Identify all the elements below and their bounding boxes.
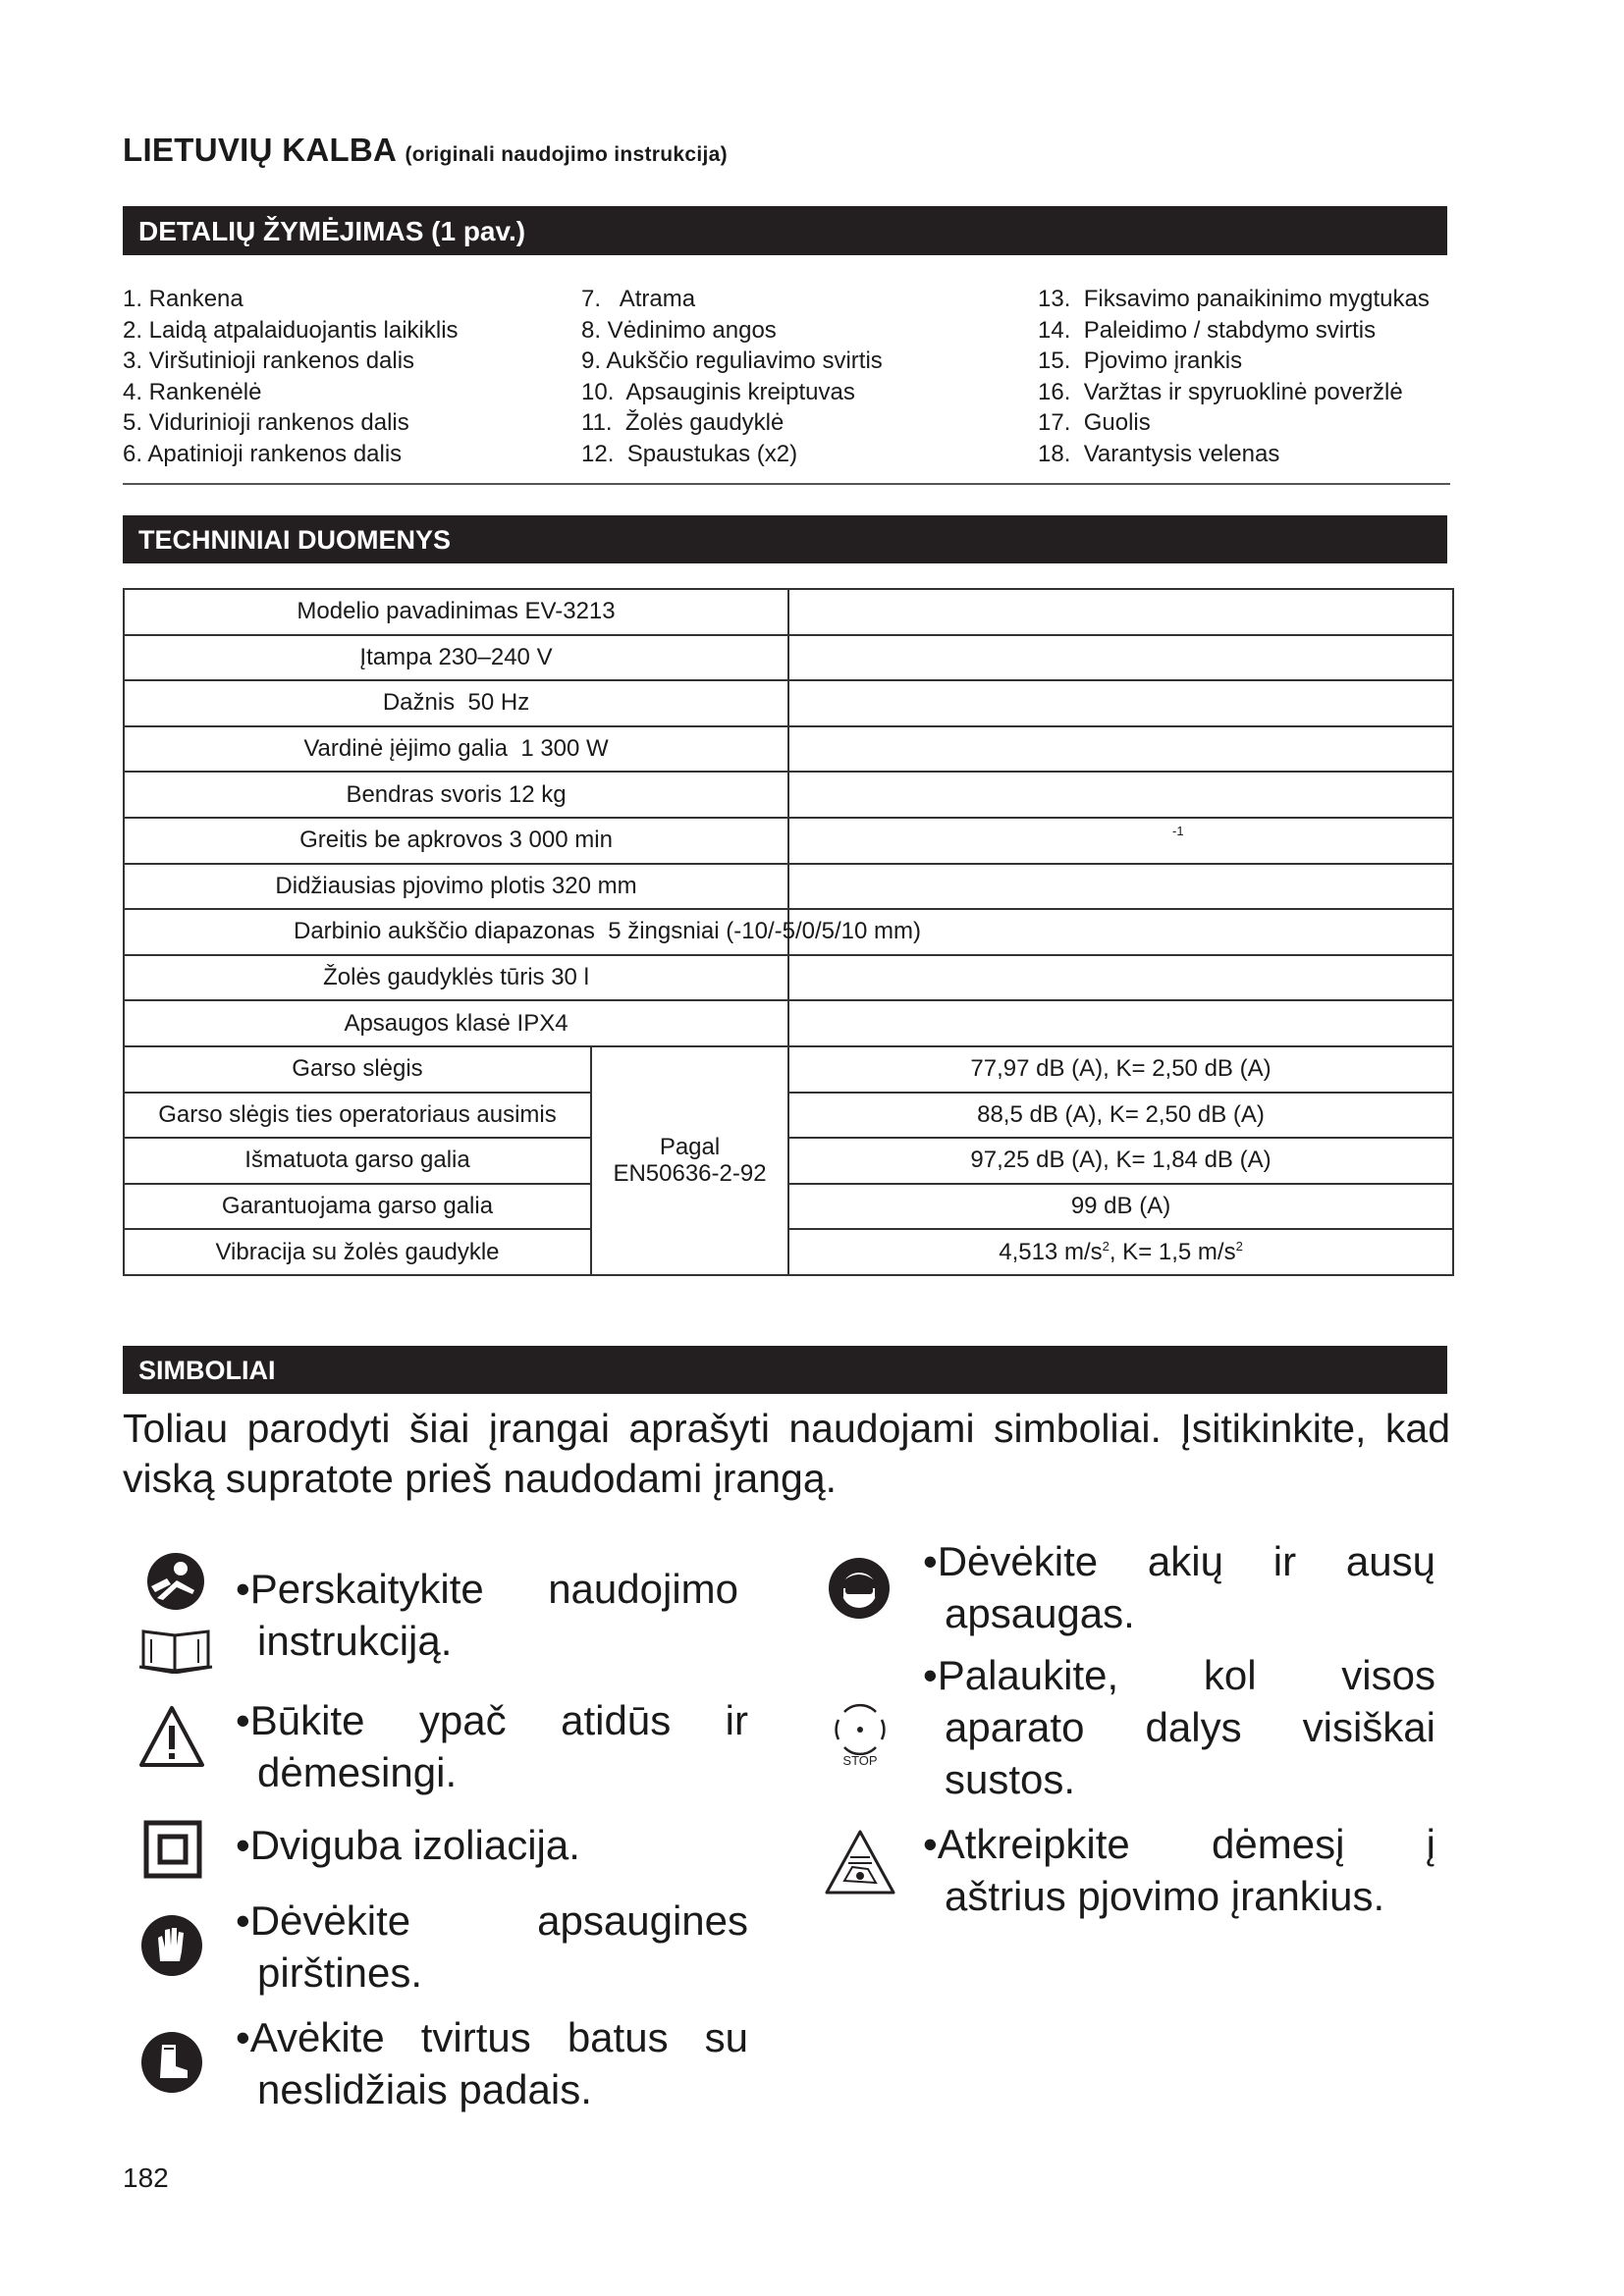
table-cell [788,864,1453,910]
table-cell: 77,97 dB (A), K= 2,50 dB (A) [788,1046,1453,1093]
table-cell: Garso slėgis ties operatoriaus ausimis [124,1093,591,1139]
symbol-text-line: instrukciją. [257,1618,453,1664]
parts-heading: DETALIŲ ŽYMĖJIMAS (1 pav.) [123,206,1447,255]
list-item: 18. Varantysis velenas [1038,440,1280,467]
symbol-text-line: dėmesingi. [257,1749,458,1795]
symbol-desc-gloves [236,1895,748,1999]
table-row [124,955,1453,1001]
table-row [124,1184,1453,1230]
list-item: 14. Paleidimo / stabdymo svirtis [1038,316,1377,344]
language-subtitle: (originali naudojimo instrukcija) [405,143,728,166]
table-cell: Garso slėgis [124,1046,591,1093]
symbol-text-line: sustos. [945,1756,1076,1802]
bullet: • [236,1697,250,1743]
table-row [124,1046,1453,1093]
warning-icon [137,1704,206,1769]
table-cell: 97,25 dB (A), K= 1,84 dB (A) [788,1138,1453,1184]
table-row [124,589,1453,635]
table-cell: Išmatuota garso galia [124,1138,591,1184]
symbols-intro: Toliau parodyti šiai įrangai aprašyti naudojami simboliai. Įsitikinkite, kad viską supratote prieš naudodami įrangą. [123,1406,1450,1501]
bullet: • [236,1566,250,1612]
table-row [124,635,1453,681]
table-row [124,680,1453,726]
superscript: 2 [1235,1238,1243,1254]
table-cell: Modelio pavadinimas EV-3213 [124,589,788,635]
superscript: 2 [1102,1238,1110,1254]
bullet: • [236,2014,250,2060]
list-item: 12. Spaustukas (x2) [581,440,798,467]
symbol-text-line: pirštines. [257,1949,423,1996]
parts-list-col2 [581,284,883,469]
table-cell [788,955,1453,1001]
symbol-text-line: Perskaitykite naudojimo [249,1566,738,1612]
eye-ear-protection-icon [828,1557,891,1620]
symbol-text-line: aštrius pjovimo įrankius. [945,1873,1385,1919]
symbol-desc-warning [236,1694,748,1798]
spec-table [123,588,1454,1276]
symbol-text-line: apsaugas. [945,1590,1135,1636]
bullet: • [923,1538,938,1584]
table-cell: Didžiausias pjovimo plotis 320 mm [124,864,788,910]
table-cell [788,772,1453,818]
list-item: 5. Vidurinioji rankenos dalis [123,409,409,436]
table-cell: Greitis be apkrovos 3 000 min [124,818,788,864]
bullet: • [236,1897,250,1944]
list-item: 10. Apsauginis kreiptuvas [581,378,855,405]
table-cell [788,635,1453,681]
boots-icon [140,2031,203,2094]
list-item: 7. Atrama [581,286,696,312]
double-insulation-icon [143,1820,202,1879]
symbol-text-line: Avėkite tvirtus batus su [249,2014,748,2060]
standard-line: EN50636-2-92 [613,1160,767,1188]
bullet: • [923,1652,938,1698]
table-row [124,726,1453,773]
stop-wait-icon [825,1698,895,1769]
bullet: • [923,1821,938,1867]
list-item: 4. Rankenėlė [123,378,262,405]
gloves-icon [140,1914,203,1977]
vibration-value: 4,513 m/s [999,1238,1103,1265]
symbol-text-line: Atkreipkite dėmesį į [937,1821,1435,1867]
table-cell [788,680,1453,726]
symbol-text-line: Būkite ypač atidūs ir [249,1697,748,1743]
superscript: -1 [1172,823,1184,838]
list-item: 15. Pjovimo įrankis [1038,347,1243,374]
read-manual-icon [137,1551,214,1674]
vibration-k-value: , K= 1,5 m/s [1109,1238,1236,1265]
symbol-text-line: Dėvėkite akių ir ausų [937,1538,1435,1584]
symbols-heading: SIMBOLIAI [123,1346,1447,1394]
table-cell: Įtampa 230–240 V [124,635,788,681]
table-cell: Žolės gaudyklės tūris 30 l [124,955,788,1001]
table-row [124,772,1453,818]
list-item: 16. Varžtas ir spyruoklinė poveržlė [1038,378,1403,405]
table-cell: Dažnis 50 Hz [124,680,788,726]
list-item: 9. Aukščio reguliavimo svirtis [581,347,883,374]
symbol-text-line: Palaukite, kol visos [937,1652,1435,1698]
parts-list-col3 [1038,284,1430,469]
symbol-text-line: aparato dalys visiškai [945,1704,1435,1750]
table-row [124,864,1453,910]
table-cell: 88,5 dB (A), K= 2,50 dB (A) [788,1093,1453,1139]
table-cell [788,1229,1453,1275]
symbol-desc-sharp-blades [923,1818,1435,1922]
symbol-text-line: neslidžiais padais. [257,2066,592,2112]
table-row [124,1229,1453,1275]
table-cell: Vibracija su žolės gaudykle [124,1229,591,1275]
symbol-desc-double-insulation [236,1819,748,1871]
standard-line: Pagal [659,1134,721,1161]
list-item: 13. Fiksavimo panaikinimo mygtukas [1038,286,1430,312]
symbol-text-line: Dviguba izoliacija. [249,1822,580,1868]
table-row [124,818,1453,864]
table-cell: Apsaugos klasė IPX4 [124,1000,788,1046]
page-title [123,132,728,169]
standard-cell [591,1046,788,1275]
table-cell: Bendras svoris 12 kg [124,772,788,818]
list-item: 2. Laidą atpalaiduojantis laikiklis [123,316,459,344]
bullet: • [236,1822,250,1868]
symbol-desc-boots [236,2011,748,2115]
list-item: 6. Apatinioji rankenos dalis [123,440,403,467]
symbol-desc-stop [923,1649,1435,1805]
divider [123,483,1450,485]
table-cell [788,1000,1453,1046]
symbol-text-line: Dėvėkite apsaugines [249,1897,748,1944]
stop-label: STOP [842,1753,878,1768]
table-cell: Garantuojama garso galia [124,1184,591,1230]
table-cell [788,726,1453,773]
list-item: 8. Vėdinimo angos [581,316,777,344]
list-item: 3. Viršutinioji rankenos dalis [123,347,415,374]
table-row [124,1000,1453,1046]
table-cell [788,818,1453,864]
list-item: 1. Rankena [123,286,244,312]
page-number: 182 [123,2163,169,2193]
language-title: LIETUVIŲ KALBA [123,132,396,168]
table-cell [788,589,1453,635]
table-row [124,909,1453,955]
sharp-blades-icon [823,1828,897,1896]
tech-heading: TECHNINIAI DUOMENYS [123,515,1447,563]
symbol-desc-read-manual [236,1563,738,1667]
list-item: 17. Guolis [1038,409,1151,436]
wide-row-text: Darbinio aukščio diapazonas 5 žingsniai (-10/-5/0/5/10 mm) [294,918,921,945]
table-cell [124,909,921,955]
table-row [124,1138,1453,1184]
table-cell: Vardinė įėjimo galia 1 300 W [124,726,788,773]
symbol-desc-eye-ear [923,1535,1435,1639]
list-item: 11. Žolės gaudyklė [581,409,785,436]
parts-list-col1 [123,284,459,469]
table-cell: 99 dB (A) [788,1184,1453,1230]
table-row [124,1093,1453,1139]
